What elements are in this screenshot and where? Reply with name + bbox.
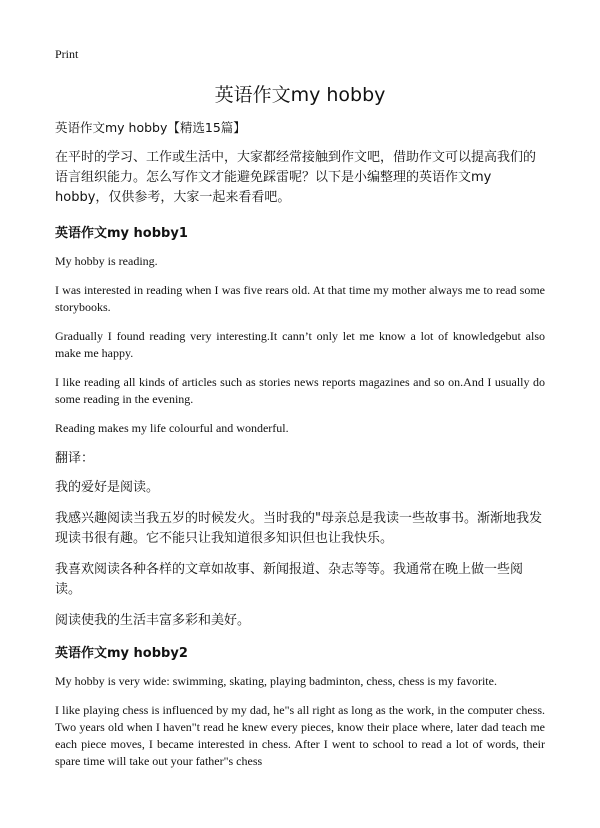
translation-paragraph: 我的爱好是阅读。	[55, 480, 160, 495]
translation-paragraph: 阅读使我的生活丰富多彩和美好。	[55, 613, 251, 628]
document-body	[55, 118, 545, 782]
translation-label: 翻译：	[55, 451, 95, 466]
translation-paragraph: 我喜欢阅读各种各样的文章如故事、新闻报道、杂志等等。我通常在晚上做一些阅读。	[55, 562, 524, 597]
essay1-paragraph: Gradually I found reading very interesting.It cann’t only let me know a lot of knowledgebut also make me happy.	[55, 329, 545, 360]
document-title: 英语作文my hobby	[214, 84, 386, 106]
subtitle: 英语作文my hobby【精选15篇】	[55, 120, 246, 135]
essay1-paragraph: Reading makes my life colourful and wonderful.	[55, 421, 289, 435]
essay1-paragraph: My hobby is reading.	[55, 254, 158, 268]
essay2-paragraph: I like playing chess is influenced by my dad, he"s all right as long as the work, in the computer chess. Two years old when I haven"t read he knew every pieces, know their place where, later dad teach me each piece moves, I became interested in chess. After I went to school to read a lot of words, their spare time will take out your father"s chess	[55, 703, 545, 768]
essay1-paragraph: I was interested in reading when I was five rears old. At that time my mother always me to read some storybooks.	[55, 283, 545, 314]
section-heading-1: 英语作文my hobby1	[55, 226, 188, 241]
translation-paragraph: 我感兴趣阅读当我五岁的时候发火。当时我的"母亲总是我读一些故事书。渐渐地我发现读书很有趣。它不能只让我知道很多知识但也让我快乐。	[55, 511, 542, 546]
intro-paragraph: 在平时的学习、工作或生活中，大家都经常接触到作文吧，借助作文可以提高我们的语言组织能力。怎么写作文才能避免踩雷呢？以下是小编整理的英语作文my hobby，仅供参考，大家一起来看看吧。	[55, 150, 537, 205]
essay1-paragraph: I like reading all kinds of articles such as stories news reports magazines and so on.And I usually do some reading in the evening.	[55, 375, 545, 406]
section-heading-2: 英语作文my hobby2	[55, 646, 188, 661]
print-label[interactable]: Print	[55, 47, 79, 61]
essay2-paragraph: My hobby is very wide: swimming, skating, playing badminton, chess, chess is my favorite.	[55, 674, 497, 688]
